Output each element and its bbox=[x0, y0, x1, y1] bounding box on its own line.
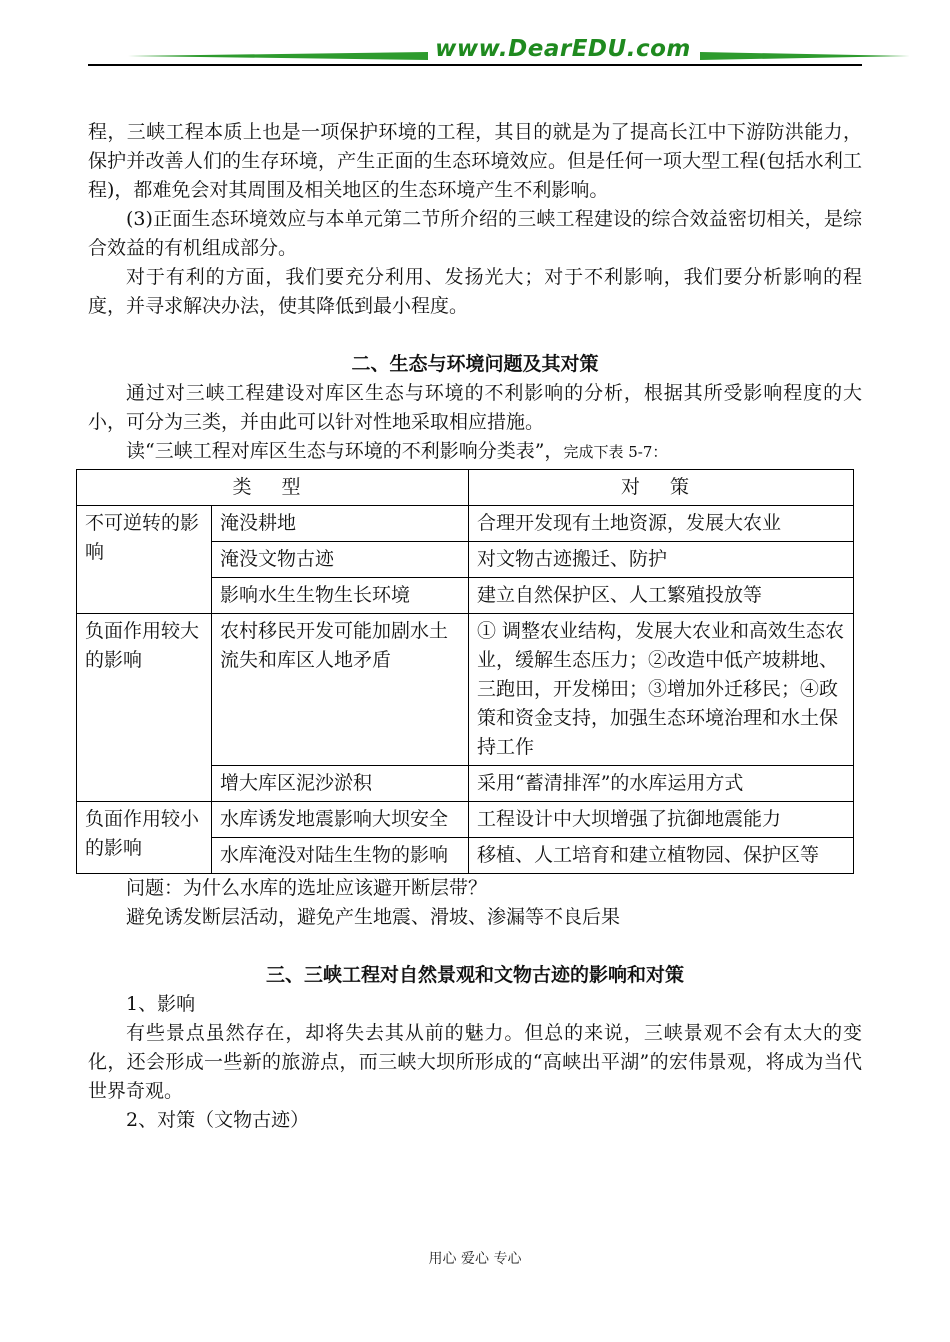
header-rule bbox=[88, 64, 862, 66]
type-cell: 淹没文物古迹 bbox=[212, 542, 469, 578]
type-cell: 增大库区泥沙淤积 bbox=[212, 766, 469, 802]
site-logo: www.DearEDU.com bbox=[435, 36, 691, 62]
table-row bbox=[77, 506, 854, 542]
type-cell: 水库诱发地震影响大坝安全 bbox=[212, 802, 469, 838]
document-body bbox=[85, 118, 862, 1135]
table-row bbox=[77, 802, 854, 838]
header-decoration-right bbox=[700, 50, 910, 62]
measure-cell: 对文物古迹搬迁、防护 bbox=[469, 542, 854, 578]
measure-cell: 合理开发现有土地资源，发展大农业 bbox=[469, 506, 854, 542]
header-decoration-left bbox=[128, 50, 428, 62]
measure-cell: ① 调整农业结构，发展大农业和高效生态农业，缓解生态压力；②改造中低产坡耕地、三跑田，开发梯田；③增加外迁移民；④政策和资金支持，加强生态环境治理和水土保持工作 bbox=[469, 614, 854, 766]
category-cell: 不可逆转的影响 bbox=[77, 506, 212, 614]
measure-cell: 工程设计中大坝增强了抗御地震能力 bbox=[469, 802, 854, 838]
paragraph: (3)正面生态环境效应与本单元第二节所介绍的三峡工程建设的综合效益密切相关，是综合效益的有机组成部分。 bbox=[88, 208, 862, 259]
caption-note: 完成下表 5-7： bbox=[563, 443, 668, 461]
subheading: 2、对策（文物古迹） bbox=[126, 1109, 310, 1131]
category-cell: 负面作用较小的影响 bbox=[77, 802, 212, 874]
paragraph: 通过对三峡工程建设对库区生态与环境的不利影响的分析，根据其所受影响程度的大小，可分为三类，并由此可以针对性地采取相应措施。 bbox=[88, 382, 862, 433]
caption-main: 读“三峡工程对库区生态与环境的不利影响分类表”， bbox=[126, 440, 564, 462]
answer-text: 避免诱发断层活动，避免产生地震、滑坡、渗漏等不良后果 bbox=[126, 906, 621, 928]
type-cell: 农村移民开发可能加剧水土流失和库区人地矛盾 bbox=[212, 614, 469, 766]
page-header bbox=[88, 34, 862, 74]
header-type: 类 型 bbox=[77, 470, 469, 506]
measure-cell: 移植、人工培育和建立植物园、保护区等 bbox=[469, 838, 854, 874]
section-heading: 二、生态与环境问题及其对策 bbox=[351, 353, 599, 375]
paragraph: 对于有利的方面，我们要充分利用、发扬光大；对于不利影响，我们要分析影响的程度，并寻求解决办法，使其降低到最小程度。 bbox=[88, 266, 862, 317]
paragraph: 有些景点虽然存在，却将失去其从前的魅力。但总的来说，三峡景观不会有太大的变化，还会形成一些新的旅游点，而三峡大坝所形成的“高峡出平湖”的宏伟景观，将成为当代世界奇观。 bbox=[88, 1022, 862, 1102]
category-cell: 负面作用较大的影响 bbox=[77, 614, 212, 802]
page-footer: 用心 爱心 专心 bbox=[428, 1251, 522, 1267]
table-row bbox=[77, 614, 854, 766]
section-heading: 三、三峡工程对自然景观和文物古迹的影响和对策 bbox=[265, 964, 684, 986]
header-measure: 对 策 bbox=[469, 470, 854, 506]
question-text: 问题：为什么水库的选址应该避开断层带？ bbox=[126, 877, 488, 899]
type-cell: 影响水生生物生长环境 bbox=[212, 578, 469, 614]
measure-cell: 采用“蓄清排浑”的水库运用方式 bbox=[469, 766, 854, 802]
impact-table bbox=[76, 469, 854, 874]
subheading: 1、影响 bbox=[126, 993, 196, 1015]
type-cell: 淹没耕地 bbox=[212, 506, 469, 542]
measure-cell: 建立自然保护区、人工繁殖投放等 bbox=[469, 578, 854, 614]
table-header-row bbox=[77, 470, 854, 506]
paragraph: 程，三峡工程本质上也是一项保护环境的工程，其目的就是为了提高长江中下游防洪能力，保护并改善人们的生存环境，产生正面的生态环境效应。但是任何一项大型工程(包括水利工程)，都难免会对其周围及相关地区的生态环境产生不利影响。 bbox=[88, 121, 862, 201]
type-cell: 水库淹没对陆生生物的影响 bbox=[212, 838, 469, 874]
table-caption bbox=[88, 437, 862, 467]
